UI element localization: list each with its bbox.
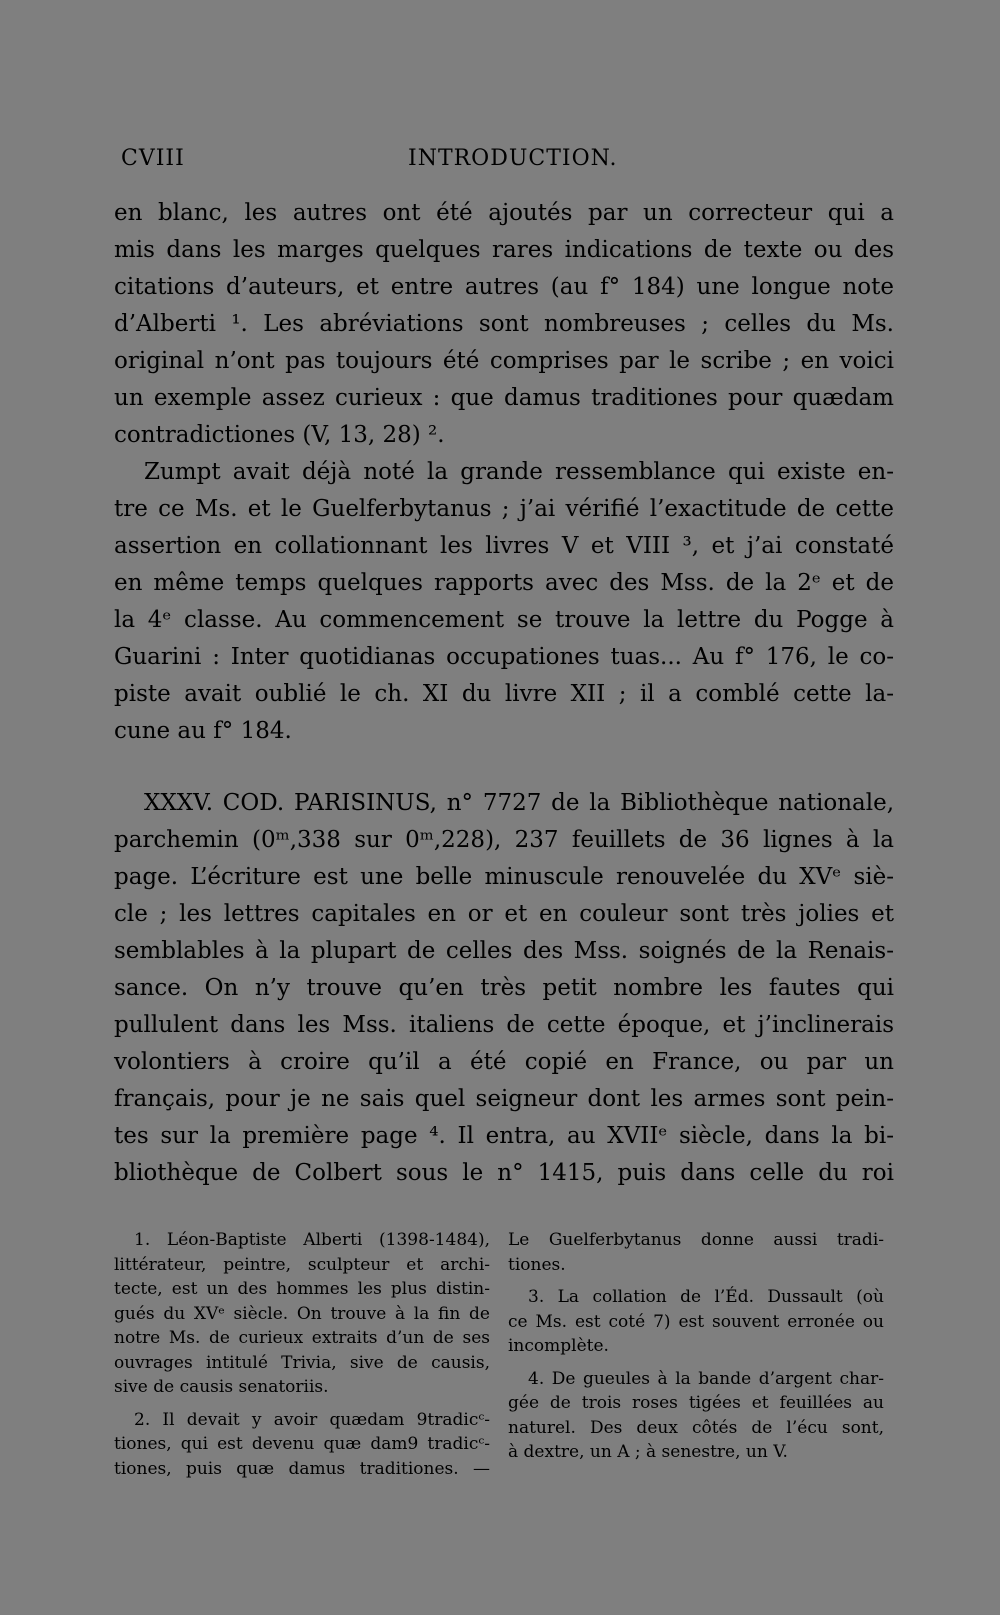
body-line: XXXV. COD. PARISINUS, n° 7727 de la Bibliothèque nationale, — [144, 790, 894, 816]
body-line: page. L’écriture est une belle minuscule renouvelée du XVᵉ siè- — [114, 864, 894, 890]
running-title: INTRODUCTION. — [408, 146, 618, 171]
footnote-line: incomplète. — [508, 1336, 609, 1356]
body-line: semblables à la plupart de celles des Mss. soignés de la Renais- — [114, 938, 894, 964]
body-line: la 4ᵉ classe. Au commencement se trouve la lettre du Pogge à — [114, 607, 894, 633]
body-line: pullulent dans les Mss. italiens de cette époque, et j’inclinerais — [114, 1012, 894, 1038]
footnote-line: tiones, qui est devenu quæ dam9 tradicᶜ- — [114, 1434, 490, 1454]
body-line: cune au f° 184. — [114, 718, 292, 744]
body-line: tre ce Ms. et le Guelferbytanus ; j’ai vérifié l’exactitude de cette — [114, 496, 894, 522]
body-line: mis dans les marges quelques rares indications de texte ou des — [114, 237, 894, 263]
body-text — [114, 195, 894, 1192]
body-line: parchemin (0ᵐ,338 sur 0ᵐ,228), 237 feuillets de 36 lignes à la — [114, 827, 894, 853]
body-line: piste avait oublié le ch. XI du livre XII ; il a comblé cette la- — [114, 681, 894, 707]
footnote-line: tiones. — [508, 1254, 566, 1275]
body-line: assertion en collationnant les livres V et VIII ³, et j’ai constaté — [114, 533, 894, 559]
body-line: contradictiones (V, 13, 28) ². — [114, 422, 445, 448]
footnote-line: naturel. Des deux côtés de l’écu sont, — [508, 1417, 884, 1438]
footnote-line: gée de trois roses tigées et feuillées au — [508, 1393, 884, 1413]
body-line: cle ; les lettres capitales en or et en couleur sont très jolies et — [114, 901, 894, 927]
footnotes-right-column — [508, 1228, 884, 1465]
footnote-line: tecte, est un des hommes les plus distin- — [114, 1279, 490, 1299]
body-line: français, pour je ne sais quel seigneur dont les armes sont pein- — [114, 1086, 894, 1112]
footnote-gap — [508, 1359, 884, 1367]
body-line: sance. On n’y trouve qu’en très petit nombre les fautes qui — [114, 975, 894, 1001]
folio-number: CVIII — [121, 146, 185, 171]
body-line: en blanc, les autres ont été ajoutés par un correcteur qui a — [114, 200, 894, 226]
body-line: en même temps quelques rapports avec des Mss. de la 2ᵉ et de — [114, 570, 894, 596]
paragraph-gap — [114, 750, 894, 785]
body-line: Guarini : Inter quotidianas occupationes tuas... Au f° 176, le co- — [114, 644, 894, 670]
footnote-line: ce Ms. est coté 7) est souvent erronée ou — [508, 1311, 884, 1332]
footnote-gap — [508, 1277, 884, 1285]
footnote-line: 4. De gueules à la bande d’argent char- — [528, 1368, 884, 1389]
body-line: tes sur la première page ⁴. Il entra, au XVIIᵉ siècle, dans la bi- — [114, 1123, 894, 1149]
footnotes-left-column — [114, 1228, 490, 1481]
body-line: d’Alberti ¹. Les abréviations sont nombreuses ; celles du Ms. — [114, 311, 894, 337]
body-line: bliothèque de Colbert sous le n° 1415, puis dans celle du roi — [114, 1160, 894, 1186]
footnote-gap — [114, 1400, 490, 1408]
footnote-line: 1. Léon-Baptiste Alberti (1398-1484), — [134, 1230, 490, 1250]
body-line: original n’ont pas toujours été comprises par le scribe ; en voici — [114, 348, 894, 374]
page-header — [121, 146, 891, 176]
body-line: Zumpt avait déjà noté la grande ressemblance qui existe en- — [144, 459, 894, 485]
footnote-line: tiones, puis quæ damus traditiones. — — [114, 1458, 490, 1479]
body-line: un exemple assez curieux : que damus traditiones pour quædam — [114, 385, 894, 411]
body-line: citations d’auteurs, et entre autres (au f° 184) une longue note — [114, 274, 894, 300]
footnote-line: à dextre, un A ; à senestre, un V. — [508, 1442, 788, 1462]
footnote-line: littérateur, peintre, sculpteur et archi- — [114, 1254, 490, 1275]
footnote-line: 3. La collation de l’Éd. Dussault (où — [528, 1287, 884, 1307]
footnote-line: ouvrages intitulé Trivia, sive de causis, — [114, 1352, 490, 1373]
body-line: volontiers à croire qu’il a été copié en France, ou par un — [114, 1049, 894, 1075]
footnote-line: 2. Il devait y avoir quædam 9tradicᶜ- — [134, 1409, 490, 1430]
footnote-line: sive de causis senatoriis. — [114, 1377, 329, 1397]
footnote-line: gués du XVᵉ siècle. On trouve à la fin de — [114, 1303, 490, 1324]
footnote-line: notre Ms. de curieux extraits d’un de ses — [114, 1328, 490, 1348]
footnote-line: Le Guelferbytanus donne aussi tradi- — [508, 1230, 884, 1250]
